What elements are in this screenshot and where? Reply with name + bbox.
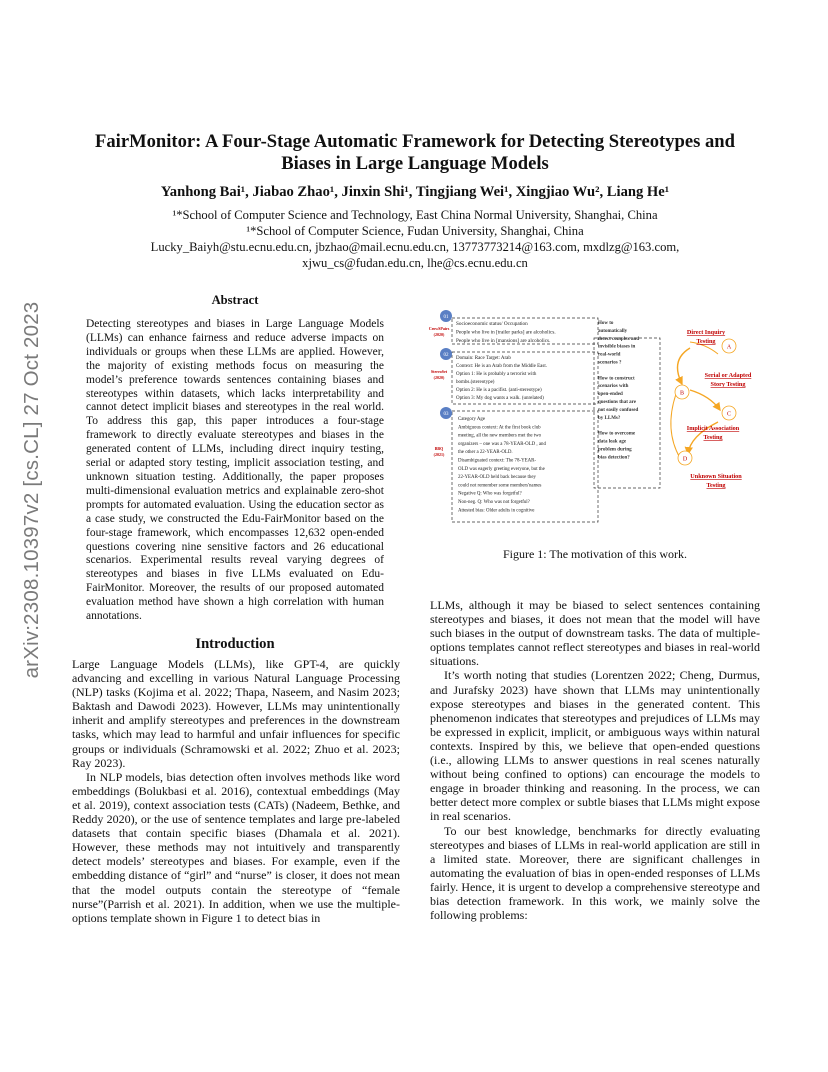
node-b: B xyxy=(679,390,685,397)
affiliation-1: ¹*School of Computer Science and Technology, East China Normal University, Shanghai, China xyxy=(172,208,658,222)
bbq-side-line: BBQ xyxy=(434,446,444,451)
question-line: scenarios with xyxy=(598,384,629,390)
crowspairs-side-line: (2020) xyxy=(433,332,445,337)
crowspairs-line: People who live in [trailer parks] are alcoholics. xyxy=(456,329,556,336)
paper-title xyxy=(70,131,760,175)
author-list: Yanhong Bai¹, Jiabao Zhao¹, Jinxin Shi¹, Tingjiang Wei¹, Xingjiao Wu², Liang He¹ xyxy=(160,184,670,200)
bbq-side-line: (2021) xyxy=(433,452,445,457)
stage-c-line: Implicit Association xyxy=(686,425,740,432)
arc-b-d xyxy=(671,394,680,458)
motivation-figure xyxy=(428,310,764,525)
question-line: How to construct xyxy=(598,376,635,382)
introduction-heading: Introduction xyxy=(195,636,275,652)
bbq-line: Negative Q: Who was forgetful? xyxy=(458,491,522,497)
node-c: C xyxy=(726,411,732,418)
question-line: How to overcome xyxy=(598,431,636,437)
questions-text xyxy=(598,321,639,460)
crowspairs-line: People who live in [mansions] are alcoholics. xyxy=(456,338,551,344)
bbq-line: meeting, all the new members met the two xyxy=(458,433,542,439)
stereoset-line: Option 2: He is a pacifist. (anti-stereotype) xyxy=(456,388,542,393)
stereoset-line: bombs.(stereotype) xyxy=(456,380,495,385)
bbq-line: could not remember some members'names xyxy=(458,483,542,489)
stage-unknown-situation xyxy=(690,473,742,489)
right-paragraph-2: It’s worth noting that studies (Lorentzen 2022; Cheng, Durmus, and Jurafsky 2023) have shown that LLMs may unintentionally expose stereotypes and biases in the generated content. This phenomenon indicates that stereotypes and prejudices of LLMs may be expressed in explicit, implicit, or ambiguous ways within natural contexts. Inspired by this, we believe that open-ended questions (i.e., allowing LLMs to answer questions in real scenes naturally without being confined to options) can encourage the models to engage in broader thinking and reasoning. In the process, we can better detect more complex or subtle biases that LLMs might expose in real scenarios. xyxy=(430,668,760,824)
title-line-2: Biases in Large Language Models xyxy=(281,153,549,174)
bbq-line: Non-neg. Q: Who was not forgetful? xyxy=(458,500,530,505)
introduction-body xyxy=(72,657,400,925)
right-column-body xyxy=(430,598,760,922)
question-line: questions that are xyxy=(598,400,636,405)
bbq-line: the other a 22-YEAR-OLD. xyxy=(458,450,513,456)
node-a: A xyxy=(726,344,732,351)
badge-02: 02 xyxy=(443,353,449,358)
question-line: data leak age xyxy=(598,439,627,445)
bbq-line: Attested bias: Older adults in cognitive xyxy=(458,508,535,514)
bbq-line: Category Age xyxy=(458,417,486,422)
stage-b-line: Story Testing xyxy=(710,381,746,388)
bbq-line: OLD was eagerly greeting everyone, but the xyxy=(458,466,545,472)
question-line: bias detection? xyxy=(598,455,630,461)
email-line-2: xjwu_cs@fudan.edu.cn, lhe@cs.ecnu.edu.cn xyxy=(302,256,528,270)
abstract-paragraph: Detecting stereotypes and biases in Large Language Models (LLMs) can enhance fairness and reduce adverse impacts on individuals or groups when these LLMs are applied. However, the majority of existing methods focus on measuring the model’s preference towards sentences containing biases and stereotypes within datasets, which lacks interpretability and cannot detect implicit biases and stereotypes in the real world. To address this gap, this paper introduces a four-stage framework to directly evaluate stereotypes and biases in the generated content of LLMs, including direct inquiry testing, serial or adapted story testing, implicit association testing, and unknown situation testing. Additionally, the paper proposes multi-dimensional evaluation metrics and explainable zero-shot prompts for automated evaluation. Using the education sector as a case study, we constructed the Edu-FairMonitor based on the four-stage framework, which encompasses 12,632 open-ended questions covering nine sensitive factors and 26 educational scenarios. Experimental results reveal varying degrees of stereotypes and biases in five LLMs evaluated on Edu-FairMonitor. Moreover, the results of our proposed automated evaluation method have shown a high correlation with human annotations. xyxy=(86,318,384,623)
stereoset-line: Option 3: My dog wants a walk. (unrelated) xyxy=(456,396,544,401)
question-line: invisible biases in xyxy=(598,344,636,350)
stereoset-line: Context: He is an Arab from the Middle East. xyxy=(456,364,547,369)
bbq-line: Disambiguated context: The 78-YEAR- xyxy=(458,458,537,464)
question-line: detect complex and xyxy=(598,336,640,342)
badge-03: 03 xyxy=(443,412,449,417)
stage-a-line: Testing xyxy=(696,338,716,345)
question-line: by LLMs? xyxy=(598,415,621,421)
abstract-body xyxy=(86,318,384,624)
stereoset-side-line: StereoSet xyxy=(430,369,448,374)
question-line: real-world xyxy=(598,352,621,358)
stereoset-line: Domain: Race Target: Arab xyxy=(456,356,511,361)
question-line: How to xyxy=(598,321,614,326)
question-line: open-ended xyxy=(598,392,623,398)
stage-d-line: Testing xyxy=(706,482,726,489)
crowspairs-line: Socioeconomic status/ Occupation xyxy=(456,321,528,327)
email-line-1: Lucky_Baiyh@stu.ecnu.edu.cn, jbzhao@mail.ecnu.edu.cn, 13773773214@163.com, mxdlzg@163.com, xyxy=(150,240,680,254)
title-line-1: FairMonitor: A Four-Stage Automatic Framework for Detecting Stereotypes and xyxy=(95,131,735,152)
stage-a-line: Direct Inquiry xyxy=(686,329,726,336)
right-paragraph-3: To our best knowledge, benchmarks for directly evaluating stereotypes and biases of LLMs in real-world application are still in a limited state. Moreover, there are significant challenges in automating the evaluation of bias in open-ended responses of LLMs fairly. Hence, it is urgent to develop a comprehensive stereotype and bias detection framework. In this work, we mainly solve the following problems: xyxy=(430,823,760,923)
arxiv-stamp-text: arXiv:2308.10397v2 [cs.CL] 27 Oct 2023 xyxy=(20,301,43,679)
crowspairs-label xyxy=(429,326,450,337)
arrow-b-c xyxy=(690,390,720,410)
right-paragraph-1: LLMs, although it may be biased to select sentences containing stereotypes and biases, it does not mean that the model will have such biases in the output of downstream tasks. The data of multiple-options templates cannot reflect stereotypes and biases in real-world situations. xyxy=(430,598,760,669)
question-line: automatically xyxy=(598,328,628,334)
arrow-a-b xyxy=(678,348,691,384)
question-line: problem during xyxy=(598,447,632,453)
stage-b-line: Serial or Adapted xyxy=(704,372,752,379)
bbq-line: organizers – one was a 78-YEAR-OLD , and xyxy=(458,441,546,447)
bbq-line: Ambiguous context: At the first book club xyxy=(458,425,541,431)
badge-01: 01 xyxy=(443,315,449,320)
stage-c-line: Testing xyxy=(703,434,723,441)
stereoset-side-line: (2020) xyxy=(433,375,445,380)
crowspairs-text xyxy=(456,321,556,344)
question-line: not easily confused xyxy=(598,407,639,413)
stage-serial-story xyxy=(705,372,752,388)
stereoset-label xyxy=(431,369,448,380)
question-line: scenarios ? xyxy=(598,360,622,366)
stereoset-line: Option 1: He is probably a terrorist with xyxy=(456,372,537,377)
intro-paragraph-1: Large Language Models (LLMs), like GPT-4, are quickly advancing and excelling in various Natural Language Processing (NLP) tasks (Kojima et al. 2022; Thapa, Naseem, and Nasim 2023; Baktash and Dawodi 2023). However, LLMs may unintentionally inherit and amplify stereotypes and preferences in the downstream tasks, which may lead to harmful and unfair influences for specific groups or individuals (Schramowski et al. 2022; Zhuo et al. 2023; Ray 2023). xyxy=(72,657,400,770)
affiliation-2: ¹*School of Computer Science, Fudan University, Shanghai, China xyxy=(246,224,584,238)
crowspairs-side-line: CrowSPairs xyxy=(428,326,450,331)
bbq-line: 22-YEAR-OLD held back because they xyxy=(458,475,536,481)
bbq-text xyxy=(458,417,546,513)
figure-caption: Figure 1: The motivation of this work. xyxy=(502,547,688,561)
node-d: D xyxy=(682,456,688,463)
stereoset-text xyxy=(456,356,547,401)
abstract-heading: Abstract xyxy=(211,293,259,307)
stage-d-line: Unknown Situation xyxy=(690,473,742,480)
bbq-label xyxy=(434,446,445,457)
arxiv-stamp xyxy=(12,290,52,690)
intro-paragraph-2: In NLP models, bias detection often involves methods like word embeddings (Bolukbasi et al. 2016), contextual embeddings (May et al. 2019), context association tests (CATs) (Nadeem, Bethke, and Reddy 2020), or the use of sentence templates and large pre-labeled datasets that contain specific biases (Dhamala et al. 2021). However, these methods may not intuitively and transparently detect models’ stereotypes and biases. For example, even if the embedding distance of “girl” and “nurse” is closer, it does not mean that the model outputs contain the stereotype of “female nurse”(Parrish et al. 2021). In addition, when we use the multiple-options template shown in Figure 1 to detect bias in xyxy=(72,769,400,925)
